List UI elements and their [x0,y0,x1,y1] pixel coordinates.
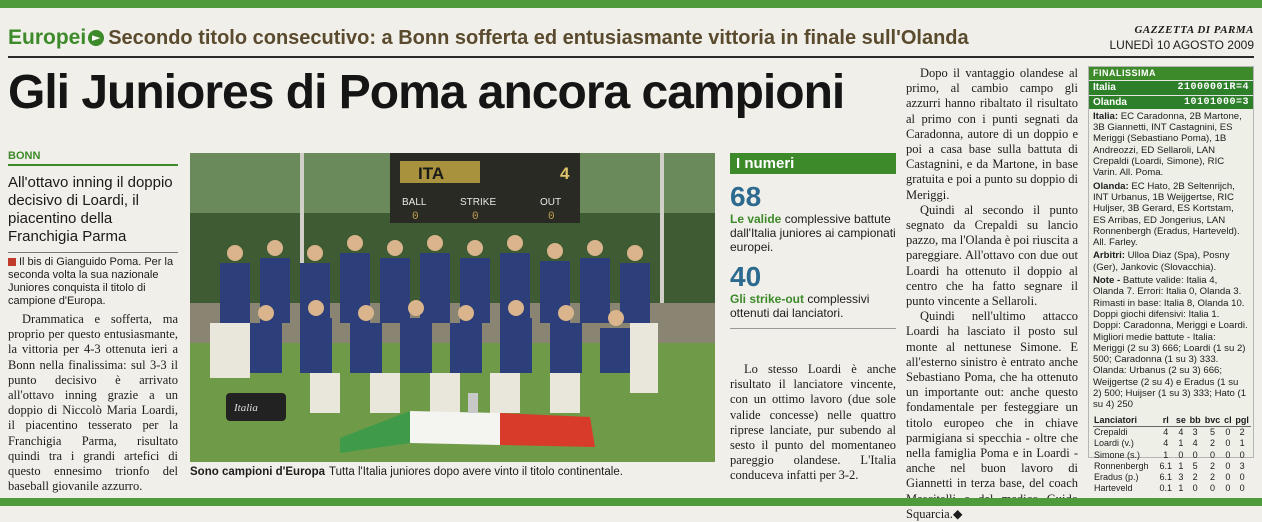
stat-description [730,292,896,320]
caption-bold: Sono campioni d'Europa [190,466,325,478]
pitcher-name: Eradus (p.) [1094,472,1139,483]
table-row [1093,461,1251,472]
score-row-olanda [1089,95,1253,109]
stat-cell: 0 [1192,483,1198,494]
stat-text: complessive battute dall'Italia juniores ai campionati europei. [730,212,896,254]
pitchers-header-row [1093,415,1251,427]
stat-cell: 0 [1239,472,1245,483]
lineup-text: EC Caradonna, 2B Martone, 3B Giannetti, INT Castagnini, ES Meriggi (Sebastiano Poma), 1B Andreozzi, ED Sellaroli, LAN Crepaldi (Loardi, Simone), RIC Varin. All. Poma. [1093,110,1242,179]
stat-cell: 2 [1209,472,1215,483]
score-line: 10101000=3 [1183,96,1249,108]
body-paragraph [906,309,1078,522]
body-text-col3 [730,362,896,484]
stat-cell: 4 [1163,426,1169,437]
stat-cell: 1 [1178,438,1184,449]
stat-cell: 0 [1239,483,1245,494]
end-mark-icon: ◆ [952,506,963,521]
scoreboard-team: ITA [418,164,445,183]
stat-cell: 3 [1192,426,1198,437]
table-row [1093,438,1251,449]
stat-description [730,212,896,254]
score-line: 21000001R=4 [1177,82,1249,94]
column-header: se [1175,414,1186,425]
scoreboard-ball-count: 0 [412,211,419,223]
score-team: Italia [1093,82,1116,94]
stat-cell: 1 [1178,483,1184,494]
stat-cell: 0 [1225,449,1231,460]
stat-item [730,182,896,254]
numbers-divider [730,328,896,329]
arrow-right-icon: ► [88,30,104,46]
dateline: BONN [8,150,178,166]
numbers-title: I numeri [730,153,896,174]
pitcher-name: Simone (s.) [1094,449,1141,460]
stat-bold: Gli strike-out [730,292,805,306]
top-color-bar [0,0,1262,8]
pitcher-name: Ronnenbergh [1094,460,1149,471]
umpires-text: Ulloa Diaz (Spa), Posny (Ger), Jankovic (Slovacchia). [1093,250,1230,273]
scoreboard-score: 4 [560,164,570,183]
notes-label: Note - [1093,275,1121,287]
stat-cell: 6.1 [1159,472,1172,483]
body-paragraph: Lo stesso Loardi è anche risultato il lanciatore vincente, con un ottimo lavoro (due sole valide concesse) nelle quattro riprese lanciate, pur subendo al sesto il punto del momentaneo pareggio olandese. L'Italia conduceva infatti per 3-2. [730,362,896,483]
stat-cell: 3 [1178,472,1184,483]
stat-cell: 0 [1209,449,1215,460]
table-row [1093,450,1251,461]
body-paragraph: Quindi al secondo il punto segnato da Crepaldi su lancio pazzo, ma l'Olanda è poi riuscita a pareggiare. All'ottavo con due out Loardi ha ottenuto il doppio al centro che ha fatto segnare il punto vincente a Sellaroli. [906,202,1078,309]
pitchers-table [1093,415,1251,495]
lineup-label: Italia: [1093,110,1119,122]
umpires [1093,250,1249,273]
stat-cell: 0.1 [1159,483,1172,494]
column-header: Lanciatori [1093,415,1157,427]
stat-cell: 1 [1239,438,1245,449]
stat-cell: 0 [1209,483,1215,494]
stat-cell: 1 [1178,460,1184,471]
stat-cell: 0 [1192,449,1198,460]
stat-text: complessivi ottenuti dai lanciatori. [730,292,870,320]
stat-cell: 0 [1225,460,1231,471]
score-team: Olanda [1093,96,1127,108]
table-row [1093,472,1251,483]
lineup-text: EC Hato, 2B Seltenrijch, INT Urbanus, 1B Weijgertse, RIC Huljser, 3B Gerard, ES Kortstam, ES Arribas, ED Jongerius, LAN Ronnenbergh (Eradus, Harteveld). All. Farley. [1093,180,1240,249]
stat-cell: 0 [1225,438,1231,449]
deck-subtitle: All'ottavo inning il doppio decisivo di Loardi, il piacentino della Franchigia Parma [8,174,173,245]
body-text-col1 [8,312,178,494]
body-paragraph: Dopo il vantaggio olandese al primo, al cambio campo gli azzurri hanno ribaltato il risultato al primo con i punti segnati da Caradonna, autore di un doppio e poi a casa base sulla battuta di Castagnini, e da Martone, in base gratuita e poi a punto su doppio di Meriggi. [906,66,1078,202]
table-row [1093,483,1251,494]
stat-cell: 5 [1192,460,1198,471]
game-notes [1093,275,1249,411]
lineup-label: Olanda: [1093,180,1129,192]
stat-cell: 4 [1192,438,1198,449]
bag-logo-text: Italia [234,402,258,414]
lead-text: Il bis di Gianguido Poma. Per la seconda volta la sua nazionale Juniores conquista il titolo di campione d'Europa. [8,256,174,307]
column-header: bvc [1202,415,1222,427]
lineup-italia [1093,111,1249,179]
body-paragraph-text: Quindi nell'ultimo attacco Loardi ha lasciato il posto sul monte al nettunese Simone. E all'esterno sinistro è entrato anche Sebastiano Poma, che ha ottenuto un importante out: anche questo fondamentale per festeggiare un titolo europeo che in chiave parmigiana si specchia - oltre che nella famiglia Poma e in Loardi - anche nel buon lavoro di Giannetti in terza base, del coach Squarcia. [906,309,1078,521]
section-label: Europei [8,26,87,49]
team-photo [190,153,715,462]
boxscore-lineups [1089,109,1253,411]
main-headline: Gli Juniores di Poma ancora campioni [8,66,845,119]
stat-cell: 6.1 [1159,460,1172,471]
stat-cell: 4 [1163,438,1169,449]
stat-cell: 0 [1225,472,1231,483]
stat-cell: 2 [1239,426,1245,437]
table-row [1093,426,1251,438]
body-paragraph: Drammatica e sofferta, ma proprio per questo entusiasmante, la vittoria per 4-3 ottenuta ieri a Bonn nella finalissima: sul 3-3 il punto decisivo è arrivato all'ottavo inning grazie a un doppio di Niccolò Maria Loardi, il piacentino tesserato per la Franchigia Parma, risultato quindi tra i grandi artefici di questo ennesimo trionfo del baseball giovanile azzurro. [8,312,178,494]
body-text-col4 [906,66,1078,522]
pitcher-name: Harteveld [1094,483,1133,494]
score-row-italia [1089,80,1253,94]
boxscore-title: FINALISSIMA [1089,67,1253,80]
column-header: bb [1189,414,1201,425]
scoreboard-strike-label: STRIKE [460,197,497,208]
lead-paragraph [8,252,178,308]
stat-cell: 0 [1225,483,1231,494]
stat-cell: 1 [1163,449,1169,460]
stat-cell: 0 [1225,426,1231,437]
column-header: pgl [1233,415,1251,427]
stat-number: 40 [730,261,762,292]
stat-cell: 0 [1239,449,1245,460]
stat-cell: 2 [1209,438,1215,449]
umpires-label: Arbitri: [1093,250,1125,262]
stat-item [730,262,896,320]
caption-text: Tutta l'Italia juniores dopo avere vinto il titolo continentale. [329,466,623,478]
scoreboard-ball-label: BALL [402,197,427,208]
notes-text: Battute valide: Italia 4, Olanda 7. Errori: Italia 0, Olanda 3. Rimasti in base: Italia 8, Olanda 10. Doppi giochi difensivi: Italia 1. Doppi: Caradonna, Meriggi e Loardi. Migliori medie battute - Italia: Meriggi (2 su 3) 666; Loardi (1 su 2) 500; Caradonna (1 su 3) 333. Olanda: Urbanus (2 su 3) 666; Weijgertse (2 su 4) e Eradus (1 su 2) 500; Huijser (1 su 3) 333; Hato (1 su 4) 250 [1093,275,1248,411]
masthead [1108,24,1254,52]
header-rule [8,56,1254,58]
column-header: cl [1224,414,1232,425]
pitcher-name: Crepaldi [1094,426,1128,437]
numbers-box [730,153,896,329]
column-lead [8,150,178,494]
stat-number: 68 [730,181,762,212]
photo-caption [190,466,715,478]
lineup-olanda [1093,181,1249,249]
newspaper-name: GAZZETTA DI PARMA [1134,24,1254,36]
stat-cell: 2 [1209,460,1215,471]
kicker-headline: Secondo titolo consecutivo: a Bonn sofferta ed entusiasmante vittoria in finale sull'Olanda [108,26,969,49]
scoreboard-strike-count: 0 [472,211,479,223]
column-header: rl [1157,415,1174,427]
boxscore-panel [1088,66,1254,494]
stat-cell: 5 [1209,426,1215,437]
lead-marker-icon [8,258,16,266]
bottom-color-bar [0,498,1262,506]
scoreboard-out-label: OUT [540,197,562,208]
stat-cell: 0 [1178,449,1184,460]
kicker-row [8,26,1108,52]
pitcher-name: Loardi (v.) [1094,438,1134,449]
stat-cell: 2 [1192,472,1198,483]
issue-date: LUNEDÌ 10 AGOSTO 2009 [1109,38,1254,52]
stat-cell: 3 [1239,460,1245,471]
team-photo-illustration [190,153,715,462]
stat-bold: Le valide [730,212,782,226]
stat-cell: 4 [1178,426,1184,437]
scoreboard-out-count: 0 [548,211,555,223]
